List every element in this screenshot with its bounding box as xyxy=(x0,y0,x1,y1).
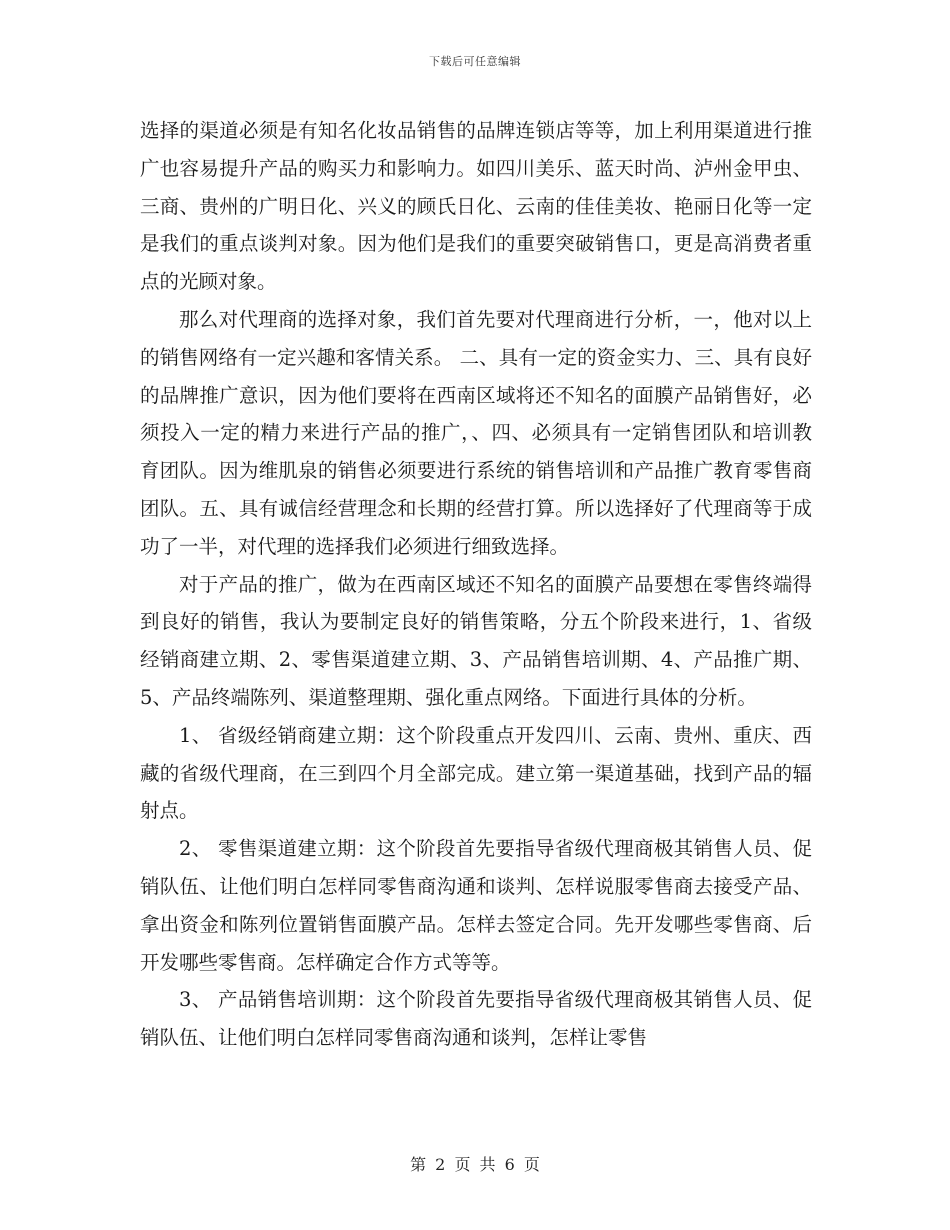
document-body xyxy=(140,112,812,1057)
page-header: 下载后可任意编辑 xyxy=(429,55,521,68)
paragraph-4: 1、 省级经销商建立期：这个阶段重点开发四川、云南、贵州、重庆、西藏的省级代理商，在三到四个月全部完成。建立第一渠道基础，找到产品的辐射点。 xyxy=(140,723,812,823)
paragraph-6: 3、 产品销售培训期：这个阶段首先要指导省级代理商极其销售人员、促销队伍、让他们明白怎样同零售商沟通和谈判，怎样让零售 xyxy=(140,988,812,1050)
paragraph-5: 2、 零售渠道建立期：这个阶段首先要指导省级代理商极其销售人员、促销队伍、让他们明白怎样同零售商沟通和谈判、怎样说服零售商去接受产品、拿出资金和陈列位置销售面膜产品。怎样去签定合同。先开发哪些零售商、后开发哪些零售商。怎样确定合作方式等等。 xyxy=(140,837,812,974)
paragraph-3: 对于产品的推广，做为在西南区域还不知名的面膜产品要想在零售终端得到良好的销售，我认为要制定良好的销售策略，分五个阶段来进行，1、省级经销商建立期、2、零售渠道建立期、3、产品销售培训期、4、产品推广期、5、产品终端陈列、渠道整理期、强化重点网络。下面进行具体的分析。 xyxy=(140,572,812,709)
paragraph-1: 选择的渠道必须是有知名化妆品销售的品牌连锁店等等，加上利用渠道进行推广也容易提升产品的购买力和影响力。如四川美乐、蓝天时尚、泸州金甲虫、三商、贵州的广明日化、兴义的顾氏日化、云南的佳佳美妆、艳丽日化等一定是我们的重点谈判对象。因为他们是我们的重要突破销售口，更是高消费者重点的光顾对象。 xyxy=(140,119,812,294)
page-footer: 第 2 页 共 6 页 xyxy=(410,1155,540,1174)
paragraph-2: 那么对代理商的选择对象，我们首先要对代理商进行分析，一，他对以上的销售网络有一定兴趣和客情关系。 二、具有一定的资金实力、三、具有良好的品牌推广意识，因为他们要将在西南区域将还不知名的面膜产品销售好，必须投入一定的精力来进行产品的推广，、四、必须具有一定销售团队和培训教育团队。因为维肌泉的销售必须要进行系统的销售培训和产品推广教育零售商团队。五、具有诚信经营理念和长期的经营打算。所以选择好了代理商等于成功了一半，对代理的选择我们必须进行细致选择。 xyxy=(140,307,812,558)
